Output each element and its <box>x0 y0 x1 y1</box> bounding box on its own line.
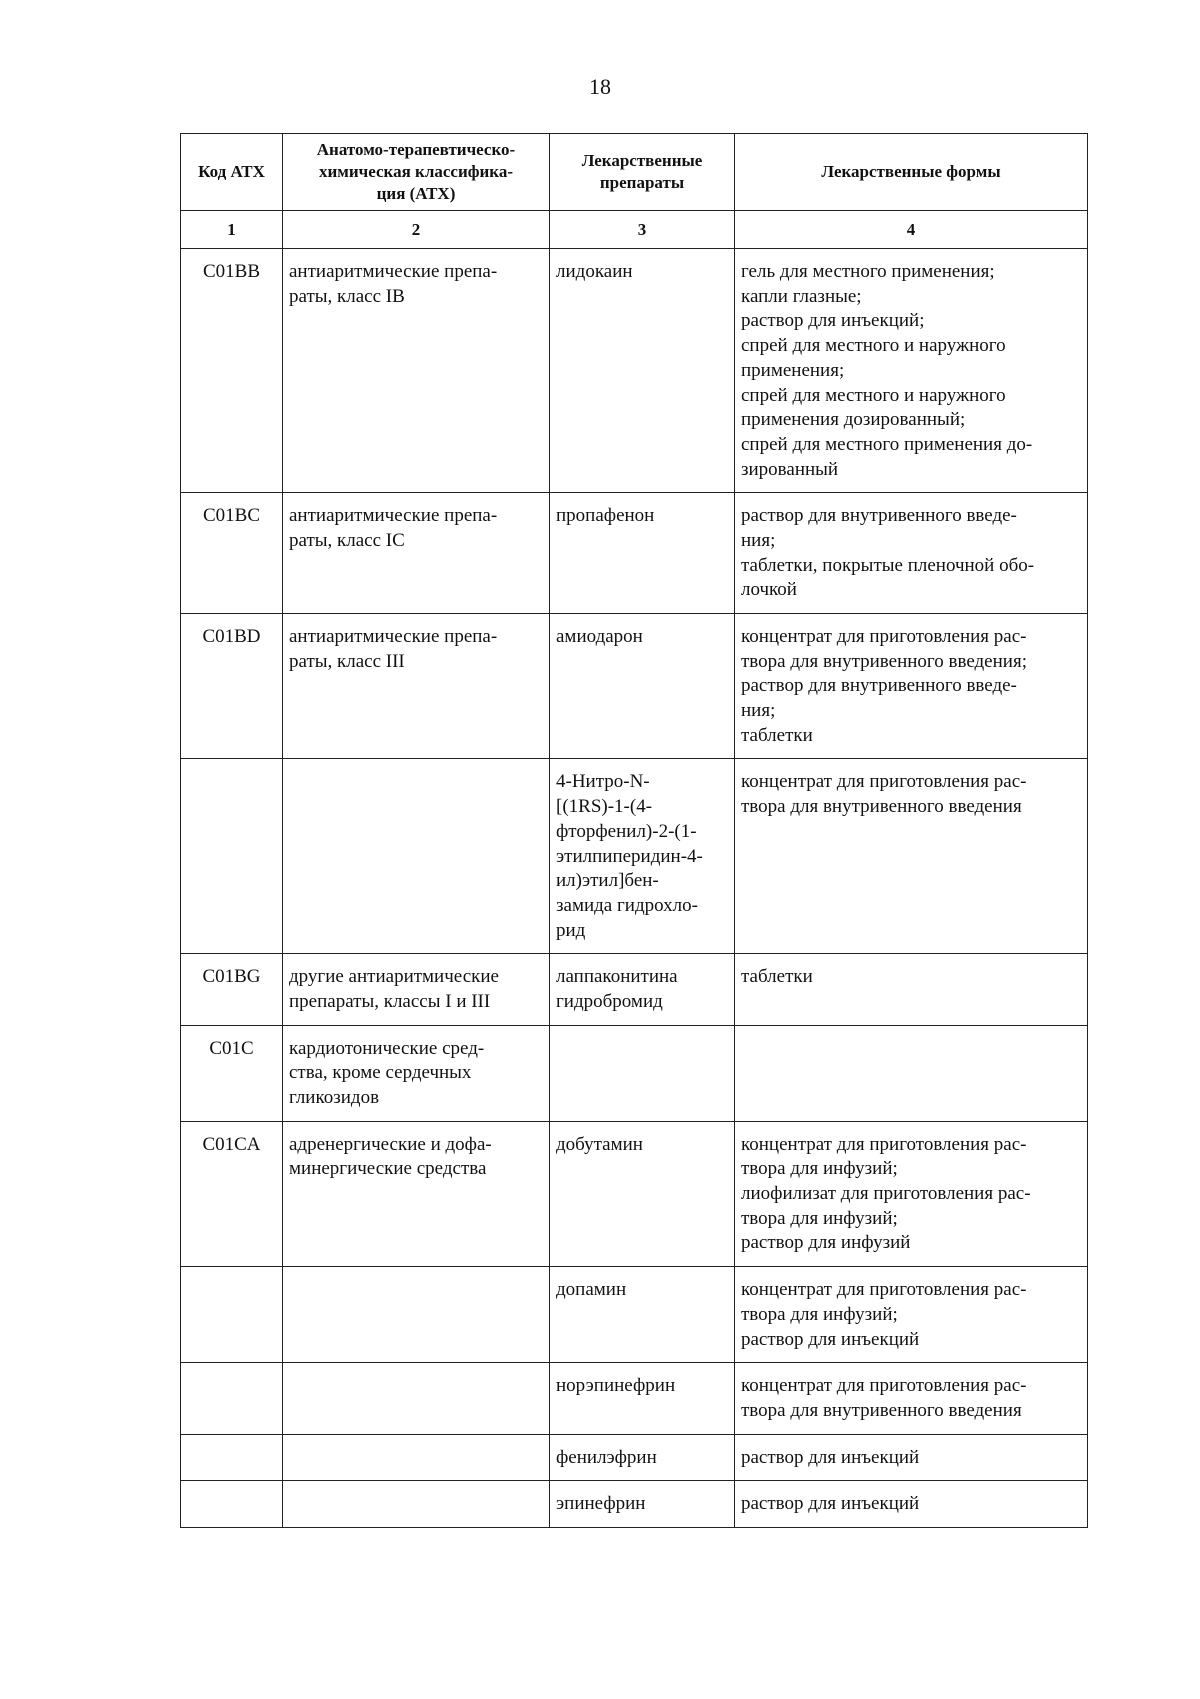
dosage-forms-cell <box>735 1481 1088 1528</box>
dosage-forms-line: ния; <box>741 700 776 722</box>
classification-cell <box>283 614 550 759</box>
dosage-forms-line: концентрат для приготовления рас- <box>741 1375 1027 1397</box>
column-header-line: препараты <box>599 173 685 192</box>
classification-line: антиаритмические препа- <box>289 626 498 648</box>
drug-line: амиодарон <box>556 626 643 648</box>
dosage-forms-line: концентрат для приготовления рас- <box>741 626 1027 648</box>
dosage-forms-cell <box>735 614 1088 759</box>
classification-line: антиаритмические препа- <box>289 261 498 283</box>
classification-line: адренергические и дофа- <box>289 1133 492 1155</box>
dosage-forms-line: раствор для инъекций; <box>741 310 925 332</box>
drug-line: гидробромид <box>556 990 663 1012</box>
dosage-forms-cell <box>735 759 1088 954</box>
atx-code-cell: C01BC <box>181 493 283 614</box>
table-row <box>181 1025 1088 1121</box>
drug-cell <box>550 1121 735 1266</box>
dosage-forms-line: твора для внутривенного введения <box>741 796 1022 818</box>
dosage-forms-cell <box>735 1267 1088 1363</box>
dosage-forms-cell <box>735 954 1088 1025</box>
table-row <box>181 954 1088 1025</box>
column-number-row <box>181 211 1088 249</box>
dosage-forms-cell <box>735 1363 1088 1434</box>
drug-line: допамин <box>556 1279 627 1301</box>
drug-line: добутамин <box>556 1133 643 1155</box>
dosage-forms-cell <box>735 493 1088 614</box>
drug-line: норэпинефрин <box>556 1375 676 1397</box>
column-header-line: химическая классифика- <box>318 161 513 181</box>
classification-line: раты, класс IB <box>289 285 405 307</box>
dosage-forms-cell <box>735 249 1088 493</box>
classification-cell <box>283 1025 550 1121</box>
table-row <box>181 249 1088 493</box>
atx-code-cell <box>181 1434 283 1481</box>
column-header-4 <box>735 134 1088 211</box>
column-number: 4 <box>735 211 1088 249</box>
dosage-forms-line: раствор для инъекций <box>741 1328 920 1350</box>
column-header-2 <box>283 134 550 211</box>
classification-cell <box>283 1121 550 1266</box>
table-row <box>181 759 1088 954</box>
column-header-3 <box>550 134 735 211</box>
drug-line: замида гидрохло- <box>556 894 698 916</box>
dosage-forms-line: концентрат для приготовления рас- <box>741 771 1027 793</box>
table-row <box>181 614 1088 759</box>
classification-line: другие антиаритмические <box>289 966 499 988</box>
dosage-forms-line: капли глазные; <box>741 285 862 307</box>
dosage-forms-line: спрей для местного применения до- <box>741 433 1033 455</box>
classification-line: препараты, классы I и III <box>289 990 491 1012</box>
drug-cell <box>550 249 735 493</box>
dosage-forms-line: применения; <box>741 359 845 381</box>
classification-line: ства, кроме сердечных <box>289 1062 472 1084</box>
dosage-forms-line: ния; <box>741 529 776 551</box>
drug-cell <box>550 954 735 1025</box>
dosage-forms-line: раствор для инъекций <box>741 1446 920 1468</box>
dosage-forms-line: спрей для местного и наружного <box>741 335 1006 357</box>
table-row <box>181 1434 1088 1481</box>
table-row <box>181 493 1088 614</box>
atx-code-cell <box>181 1481 283 1528</box>
column-number: 2 <box>283 211 550 249</box>
dosage-forms-line: раствор для инъекций <box>741 1493 920 1515</box>
dosage-forms-line: лочкой <box>741 579 797 601</box>
dosage-forms-line: гель для местного применения; <box>741 261 995 283</box>
drug-cell <box>550 614 735 759</box>
table-row <box>181 1121 1088 1266</box>
page-number: 18 <box>589 74 611 99</box>
dosage-forms-cell <box>735 1121 1088 1266</box>
dosage-forms-line: твора для внутривенного введения <box>741 1399 1022 1421</box>
drug-cell <box>550 1481 735 1528</box>
column-header-line: Лекарственные <box>581 150 703 170</box>
atx-code-cell: C01BB <box>181 249 283 493</box>
dosage-forms-line: твора для внутривенного введения; <box>741 650 1027 672</box>
classification-line: раты, класс III <box>289 650 405 672</box>
classification-line: раты, класс IC <box>289 529 405 551</box>
drug-line: [(1RS)-1-(4- <box>556 796 653 818</box>
classification-cell <box>283 954 550 1025</box>
drug-line: фторфенил)-2-(1- <box>556 820 697 842</box>
column-header-line: Лекарственные формы <box>821 161 1001 181</box>
dosage-forms-line: твора для инфузий; <box>741 1158 898 1180</box>
column-header-line: Код АТХ <box>198 161 265 181</box>
atx-table <box>180 133 1088 1528</box>
classification-cell <box>283 1481 550 1528</box>
column-header-line: Анатомо-терапевтическо- <box>316 139 516 159</box>
drug-cell <box>550 1434 735 1481</box>
drug-cell <box>550 759 735 954</box>
drug-line: эпинефрин <box>556 1493 646 1515</box>
dosage-forms-line: раствор для внутривенного введе- <box>741 675 1017 697</box>
dosage-forms-line: таблетки <box>741 724 813 746</box>
classification-cell <box>283 493 550 614</box>
classification-cell <box>283 1363 550 1434</box>
drug-cell <box>550 493 735 614</box>
classification-line: кардиотонические сред- <box>289 1037 485 1059</box>
drug-line: лаппаконитина <box>556 966 678 988</box>
classification-line: минергические средства <box>289 1158 487 1180</box>
atx-code-cell: C01BG <box>181 954 283 1025</box>
dosage-forms-line: применения дозированный; <box>741 409 966 431</box>
dosage-forms-line: спрей для местного и наружного <box>741 384 1006 406</box>
dosage-forms-line: концентрат для приготовления рас- <box>741 1279 1027 1301</box>
atx-code-cell <box>181 1267 283 1363</box>
drug-line: пропафенон <box>556 505 655 527</box>
column-header-line: ция (АТХ) <box>376 184 456 204</box>
drug-line: рид <box>556 919 586 941</box>
column-number: 1 <box>181 211 283 249</box>
atx-code-cell <box>181 1363 283 1434</box>
dosage-forms-line: концентрат для приготовления рас- <box>741 1133 1027 1155</box>
dosage-forms-cell <box>735 1025 1088 1121</box>
dosage-forms-line: лиофилизат для приготовления рас- <box>741 1183 1031 1205</box>
dosage-forms-line: раствор для внутривенного введе- <box>741 505 1017 527</box>
table-row <box>181 1481 1088 1528</box>
header-row <box>181 134 1088 211</box>
drug-line: лидокаин <box>556 261 633 283</box>
atx-code-cell: C01C <box>181 1025 283 1121</box>
column-number: 3 <box>550 211 735 249</box>
drug-cell <box>550 1025 735 1121</box>
drug-line: этилпиперидин-4- <box>556 845 703 867</box>
table-row <box>181 1267 1088 1363</box>
dosage-forms-line: раствор для инфузий <box>741 1232 911 1254</box>
classification-cell <box>283 249 550 493</box>
atx-code-cell: C01BD <box>181 614 283 759</box>
drug-cell <box>550 1267 735 1363</box>
classification-cell <box>283 759 550 954</box>
drug-line: ил)этил]бен- <box>556 870 659 892</box>
classification-cell <box>283 1267 550 1363</box>
atx-code-cell: C01CA <box>181 1121 283 1266</box>
table-row <box>181 1363 1088 1434</box>
dosage-forms-cell <box>735 1434 1088 1481</box>
dosage-forms-line: зированный <box>741 458 839 480</box>
atx-code-cell <box>181 759 283 954</box>
classification-line: гликозидов <box>289 1087 380 1109</box>
classification-line: антиаритмические препа- <box>289 505 498 527</box>
dosage-forms-line: твора для инфузий; <box>741 1207 898 1229</box>
classification-cell <box>283 1434 550 1481</box>
drug-line: 4-Нитро-N- <box>556 771 650 793</box>
drug-cell <box>550 1363 735 1434</box>
dosage-forms-line: таблетки, покрытые пленочной обо- <box>741 554 1035 576</box>
dosage-forms-line: твора для инфузий; <box>741 1303 898 1325</box>
column-header-1 <box>181 134 283 211</box>
drug-line: фенилэфрин <box>556 1446 657 1468</box>
dosage-forms-line: таблетки <box>741 966 813 988</box>
